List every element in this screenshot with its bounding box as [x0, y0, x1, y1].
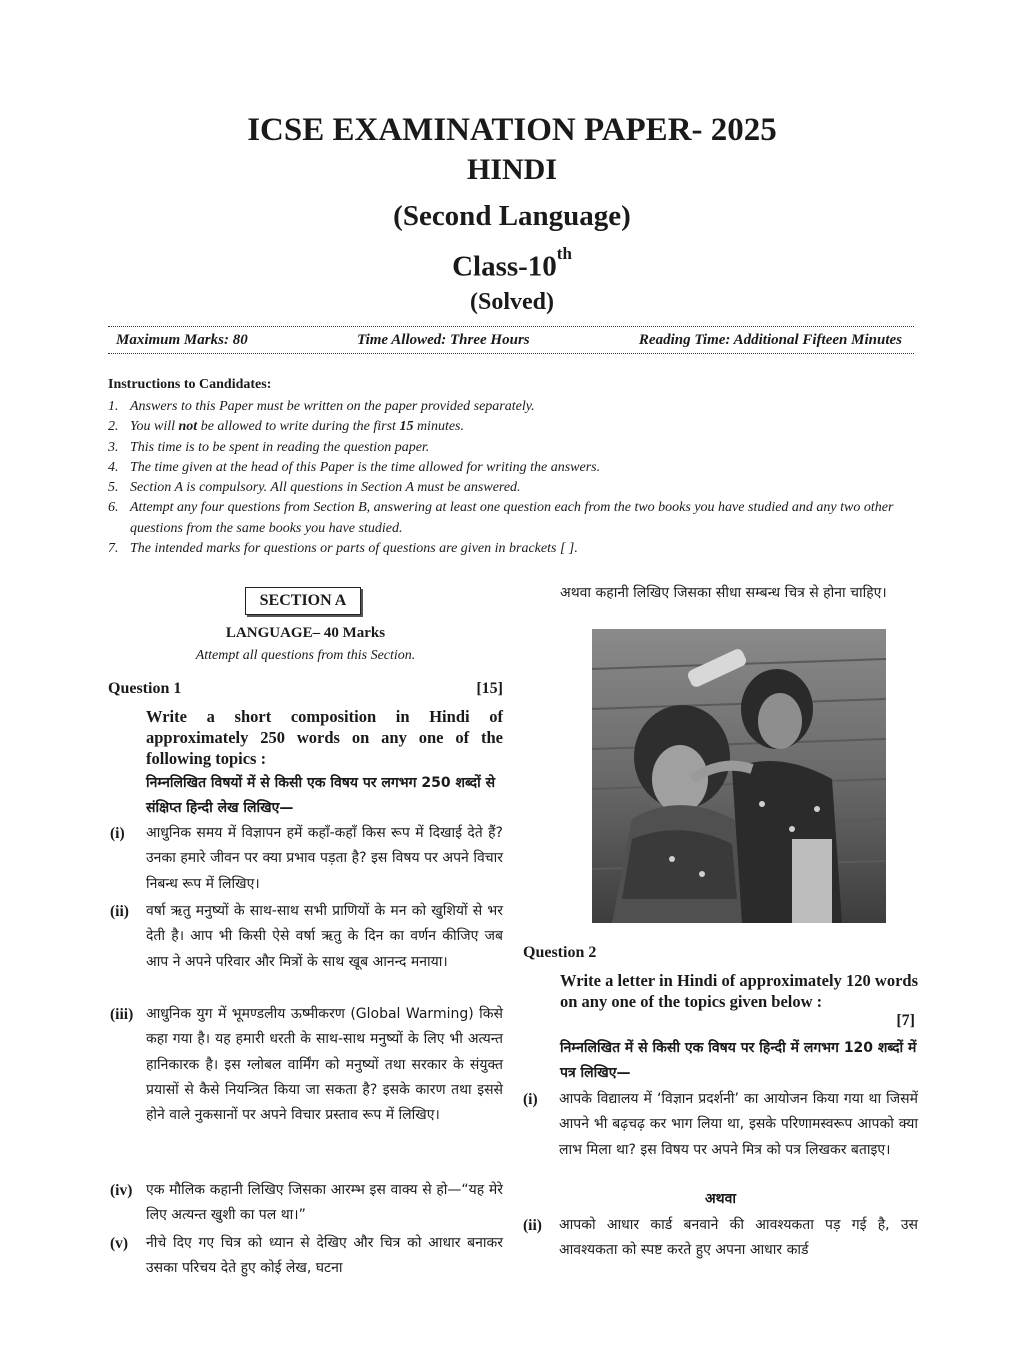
question-2-hindi: निम्नलिखित में से किसी एक विषय पर हिन्दी में लगभग 120 शब्दों में पत्र लिखिए—: [560, 1040, 917, 1081]
question-2-label: Question 2: [523, 944, 597, 961]
section-a-box: SECTION A: [245, 587, 361, 615]
option-item: (i) आपके विद्यालय में ‘विज्ञान प्रदर्शनी’ का आयोजन किया गया था जिसमें आपने भी बढ़चढ़ कर भाग लिया था, इसके परिणामस्वरूप आपको क्या लाभ मिला था? इस विषय पर अपने मित्र को पत्र लिखकर बताइए।: [523, 1091, 918, 1158]
instruction-item: 7. The intended marks for questions or parts of questions are given in brackets [ ].: [108, 541, 578, 557]
question-2-english: Write a letter in Hindi of approximately 120 words on any one of the topics given below :: [560, 971, 918, 1011]
question-1-header: [108, 680, 503, 698]
instructions-list: [108, 397, 918, 559]
max-marks: Maximum Marks: 80: [116, 332, 248, 348]
question-1-continued: अथवा कहानी लिखिए जिसका सीधा सम्बन्ध चित्र से होना चाहिए।: [560, 585, 887, 601]
question-2-options: [523, 1087, 918, 1264]
language-title: (Second Language): [393, 200, 631, 232]
children-photo: [592, 629, 886, 923]
instruction-item: 1. Answers to this Paper must be written on the paper provided separately.: [108, 399, 535, 414]
time-allowed: Time Allowed: Three Hours: [356, 332, 530, 348]
question-1-options: [110, 821, 503, 1282]
option-item: (v) नीचे दिए गए चित्र को ध्यान से देखिए और चित्र को आधार बनाकर उसका परिचय देते हुए कोई लेख, घटना: [110, 1235, 503, 1277]
divider-top: [108, 326, 914, 327]
option-item: (iv) एक मौलिक कहानी लिखिए जिसका आरम्भ इस वाक्य से हो—“यह मेरे लिए अत्यन्त खुशी का पल था।”: [110, 1182, 503, 1224]
question-2-header: [523, 944, 918, 962]
question-1-english: Write a short composition in Hindi of approximately 250 words on any one of the following topics :: [146, 707, 503, 768]
option-item: (iii) आधुनिक युग में भूमण्डलीय ऊष्मीकरण (Global Warming) किसे कहा गया है। यह हमारी धरती के साथ-साथ मनुष्यों के लिए भी अत्यन्त हानिकारक है। इस ग्लोबल वार्मिंग को मनुष्यों तथा सरकार के संयुक्त प्रयासों से कैसे नियन्त्रित किया जा सकता है? इसके कारण तथा इससे होने वाले नुकसानों पर अपने विचार प्रस्ताव रूप में लिखिए।: [110, 1006, 503, 1124]
reading-time: Reading Time: Additional Fifteen Minutes: [638, 332, 902, 348]
question-1-hindi: निम्नलिखित विषयों में से किसी एक विषय पर लगभग 250 शब्दों से संक्षिप्त हिन्दी लेख लिखिए—: [146, 775, 496, 816]
instruction-item: 4. The time given at the head of this Paper is the time allowed for writing the answers.: [108, 459, 601, 475]
option-item: (i) आधुनिक समय में विज्ञापन हमें कहाँ-कहाँ किस रूप में दिखाई देते हैं? उनका हमारे जीवन पर क्या प्रभाव पड़ता है? इस विषय पर अपने विचार निबन्ध रूप में लिखिए।: [110, 825, 503, 892]
instruction-item: 6. Attempt any four questions from Section B, answering at least one question each from the two books you have studied and any two other questions from the same books you have studied.: [108, 500, 894, 536]
subject-title: HINDI: [466, 153, 557, 186]
instruction-item: 3. This time is to be spent in reading the question paper.: [108, 439, 430, 455]
instructions-heading: Instructions to Candidates:: [108, 377, 272, 392]
question-1-marks: [15]: [476, 680, 503, 697]
section-heading: LANGUAGE– 40 Marks: [225, 625, 386, 641]
or-label: अथवा: [704, 1191, 737, 1207]
exam-meta: [116, 332, 902, 349]
paper-title: ICSE EXAMINATION PAPER- 2025: [247, 112, 777, 148]
option-item: (ii) आपको आधार कार्ड बनवाने की आवश्यकता पड़ गई है, उस आवश्यकता को स्पष्ट करते हुए अपना आधार कार्ड: [523, 1217, 918, 1259]
section-subtitle: Attempt all questions from this Section.: [195, 648, 416, 663]
question-2-marks: [7]: [896, 1012, 915, 1029]
solved-label: (Solved): [470, 289, 554, 315]
option-item: (ii) वर्षा ऋतु मनुष्यों के साथ-साथ सभी प्राणियों के मन को खुशियों से भर देती है। आप भी किसी ऐसे वर्षा ऋतु के दिन का वर्णन कीजिए जब आप ने अपने परिवार और मित्रों के साथ खूब आनन्द मनाया।: [110, 903, 503, 970]
instruction-item: 2. You will not be allowed to write during the first 15 minutes.: [108, 419, 464, 435]
class-title: Class-10th: [452, 244, 572, 283]
question-1-label: Question 1: [108, 680, 182, 697]
instruction-item: 5. Section A is compulsory. All questions in Section A must be answered.: [108, 480, 521, 496]
divider-bottom: [108, 353, 914, 354]
